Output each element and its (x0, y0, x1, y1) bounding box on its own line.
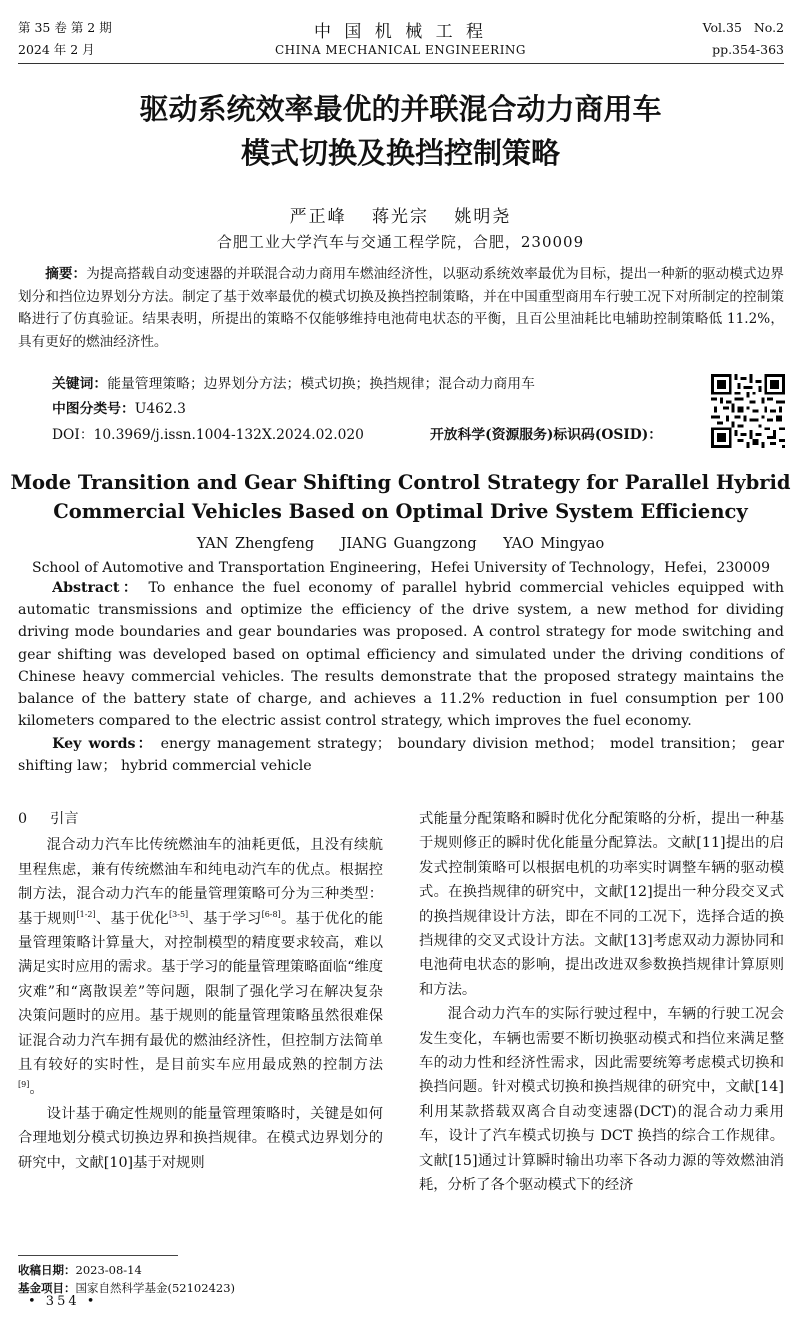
keywords-en-label: Key words： (52, 736, 154, 752)
paragraph: 式能量分配策略和瞬时优化分配策略的分析，提出一种基于规则修正的瞬时优化能量分配算法。文献[11]提出的启发式控制策略可以根据电机的功率实时调整车辆的驱动模式。在换挡规律的研究中，文献[12]提出一种分段交叉式的换挡规律设计方法，即在不同的工况下，选择合适的换挡规律的交叉式设计方法。文献[13]考虑双动力源协同和电池荷电状态的影响，提出改进双参数换挡规律计算原则和方法。 (419, 811, 784, 998)
volume-issue-en: Vol.35 No.2 (702, 20, 784, 35)
fund-project: 基金项目：国家自然科学基金(52102423) (18, 1281, 236, 1295)
abstract-en-text: To enhance the fuel economy of parallel hybrid commercial vehicles equipped with automatic transmissions and optimize the efficiency of the drive system, a new method for dividing driving mode boundaries and gear boundaries was proposed. A control strategy for mode switching and gear shifting was developed based on optimal efficiency and simulated under the driving conditions of Chinese heavy commercial vehicles. The results demonstrate that the proposed strategy maintains the balance of the battery state of charge, and achieves a 11.2% reduction in fuel consumption per 100 kilometers compared to the electric assist control strategy, which improves the fuel economy. (18, 580, 784, 730)
footnote-divider (18, 1255, 178, 1256)
paragraph: 设计基于确定性规则的能量管理策略时，关键是如何合理地划分模式切换边界和换挡规律。在模式边界划分的研究中，文献[10]基于对规则 (18, 1105, 383, 1171)
title-en-line1: Mode Transition and Gear Shifting Control Strategy for Parallel Hybrid (10, 471, 791, 494)
section-title: 引言 (50, 811, 79, 827)
citation: [3-5] (169, 909, 189, 919)
abstract-zh (18, 263, 784, 353)
citation: [1-2] (76, 909, 96, 919)
abstract-zh-text: 为提高搭载自动变速器的并联混合动力商用车燃油经济性，以驱动系统效率最优为目标，提出一种新的驱动模式边界划分和挡位边界划分方法。制定了基于效率最优的模式切换及换挡控制策略，并在中国重型商用车行驶工况下对所制定的控制策略进行了仿真验证。结果表明，所提出的策略不仅能够维持电池荷电状态的平衡，且百公里油耗比电辅助控制策略低 11.2%，具有更好的燃油经济性。 (18, 266, 785, 350)
oscid-label: 开放科学(资源服务)标识码(OSID)： (430, 427, 663, 443)
section-heading (18, 807, 383, 831)
volume-issue-zh: 第 35 卷 第 2 期 (18, 20, 112, 35)
body-left-column (18, 807, 383, 1175)
oscid-qr-code[interactable] (711, 374, 785, 448)
header-divider (18, 63, 784, 64)
abstract-en-label: Abstract： (52, 580, 141, 596)
title-zh-line1: 驱动系统效率最优的并联混合动力商用车 (139, 92, 662, 126)
citation: [6-8] (261, 909, 281, 919)
affiliation-zh: 合肥工业大学汽车与交通工程学院，合肥，230009 (216, 233, 585, 251)
doi-value: 10.3969/j.issn.1004-132X.2024.02.020 (93, 427, 364, 443)
citation: [9] (18, 1080, 30, 1090)
clc-number (52, 399, 186, 419)
body-right-column (419, 807, 784, 1198)
page-number: • 354 • (28, 1294, 98, 1309)
keywords-zh (52, 374, 535, 394)
authors-zh: 严正峰 蒋光宗 姚明尧 (289, 207, 512, 227)
abstract-en (18, 577, 784, 732)
journal-name-en: CHINA MECHANICAL ENGINEERING (274, 43, 527, 57)
title-zh-line2: 模式切换及换挡控制策略 (240, 136, 560, 170)
clc-value: U462.3 (134, 401, 186, 417)
keywords-en (18, 733, 784, 777)
keywords-en-text: energy management strategy； boundary division method； model transition； gear shifting law； hybrid commercial vehicle (18, 736, 784, 775)
received-date: 收稿日期：2023-08-14 (18, 1263, 142, 1277)
affiliation-en: School of Automotive and Transportation Engineering，Hefei University of Technology，Hefei，230009 (31, 560, 771, 576)
keywords-zh-label: 关键词： (52, 376, 108, 392)
title-en-line2: Commercial Vehicles Based on Optimal Drive System Efficiency (53, 500, 748, 523)
doi-label: DOI： (52, 427, 94, 443)
journal-name-zh: 中 国 机 械 工 程 (313, 22, 488, 42)
abstract-zh-label: 摘要： (45, 266, 87, 282)
keywords-zh-text: 能量管理策略；边界划分方法；模式切换；换挡规律；混合动力商用车 (107, 376, 535, 392)
section-number: 0 (18, 811, 28, 827)
doi (52, 425, 364, 445)
paragraph: 混合动力汽车比传统燃油车的油耗更低，且没有续航里程焦虑，兼有传统燃油车和纯电动汽车的优点。根据控制方法，混合动力汽车的能量管理策略可分为三种类型：基于规则[1-2]、基于优化[3-5]、基于学习[6-8]。基于优化的能量管理策略计算量大，对控制模型的精度要求较高，难以满足实时应用的需求。基于学习的能量管理策略面临“维度灾难”和“离散误差”等问题，限制了强化学习在解决复杂决策问题时的应用。基于规则的能量管理策略虽然很难保证混合动力汽车拥有最优的燃油经济性，但控制方法简单且有较好的实时性，是目前实车应用最成熟的控制方法[9]。 (18, 837, 384, 1098)
clc-label: 中图分类号： (52, 401, 135, 417)
paragraph: 混合动力汽车的实际行驶过程中，车辆的行驶工况会发生变化，车辆也需要不断切换驱动模式和挡位来满足整车的动力性和经济性需求，因此需要统筹考虑模式切换和换挡问题。针对模式切换和换挡规律的研究中，文献[14]利用某款搭载双离合自动变速器(DCT)的混合动力乘用车，设计了汽车模式切换与 DCT 换挡的综合工作规律。文献[15]通过计算瞬时输出功率下各动力源的等效燃油消耗，分析了各个驱动模式下的经济 (419, 1006, 784, 1194)
page-range: pp.354-363 (712, 42, 784, 57)
issue-date-zh: 2024 年 2 月 (18, 42, 95, 57)
authors-en: YAN Zhengfeng JIANG Guangzong YAO Mingyao (196, 536, 605, 552)
